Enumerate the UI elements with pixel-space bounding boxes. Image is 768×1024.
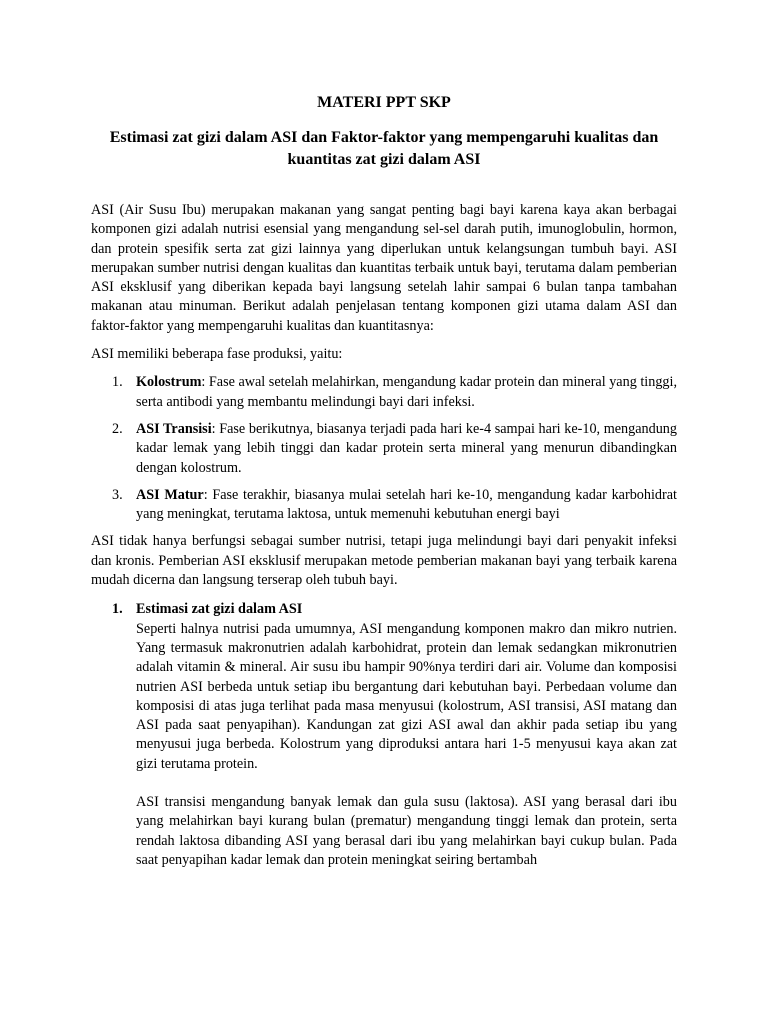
section-paragraph-1: Seperti halnya nutrisi pada umumnya, ASI mengandung komponen makro dan mikro nutrien. Yang termasuk makronutrien adalah karbohidrat, protein dan lemak sedangkan mikronutrien adalah vitamin & mineral. Air susu ibu hampir 90%nya terdiri dari air. Volume dan komposisi nutrien ASI berbeda untuk setiap ibu bergantung dari kebutuhan bayi. Perbedaan volume dan komposisi di atas juga terlihat pada masa menyusui (kolostrum, ASI transisi, ASI matang dan ASI pada saat penyapihan). Kandungan zat gizi ASI awal dan akhir pada setiap ibu yang menyusui juga berbeda. Kolostrum yang diproduksi antara hari 1-5 menyusui kaya akan zat gizi terutama protein. [136,620,677,772]
section-estimasi [91,600,677,870]
phase-term: ASI Transisi [136,420,212,437]
list-item [91,420,677,478]
phase-list [91,373,677,524]
section-heading: Estimasi zat gizi dalam ASI [136,601,303,618]
list-number: 2. [112,420,123,437]
list-item [91,486,677,525]
after-phases-paragraph: ASI tidak hanya berfungsi sebagai sumber nutrisi, tetapi juga melindungi bayi dari penyakit infeksi dan kronis. Pemberian ASI eksklusif merupakan metode pemberian makanan bayi yang terbaik karena mudah dicerna dan langsung terserap oleh tubuh bayi. [91,533,677,589]
section-number: 1. [112,601,123,618]
section-paragraph-2: ASI transisi mengandung banyak lemak dan gula susu (laktosa). ASI yang berasal dari ibu yang melahirkan bayi kurang bulan (prematur) mengandung tinggi lemak dan protein, serta rendah laktosa dibanding ASI yang berasal dari ibu yang melahirkan bayi cukup bulan. Pada saat penyapihan kadar lemak dan protein meningkat seiring bertambah [136,794,677,868]
phase-description: : Fase berikutnya, biasanya terjadi pada hari ke-4 sampai hari ke-10, mengandung kadar lemak yang lebih tinggi dan kadar protein serta mineral yang menurun dibandingkan dengan kolostrum. [136,420,677,476]
phase-term: Kolostrum [136,374,202,391]
phase-intro-paragraph: ASI memiliki beberapa fase produksi, yaitu: [91,346,343,363]
document-subtitle: Estimasi zat gizi dalam ASI dan Faktor-faktor yang mempengaruhi kualitas dan kuantitas zat gizi dalam ASI [109,129,659,168]
phase-description: : Fase awal setelah melahirkan, mengandung kadar protein dan mineral yang tinggi, serta antibodi yang membantu melindungi bayi dari infeksi. [136,374,677,410]
document-body [91,92,677,870]
list-number: 1. [112,374,123,391]
intro-paragraph: ASI (Air Susu Ibu) merupakan makanan yang sangat penting bagi bayi karena kaya akan berbagai komponen gizi adalah nutrisi esensial yang mengandung sel-sel darah putih, imunoglobulin, hormon, dan protein spesifik serta zat gizi lainnya yang diperlukan untuk kelangsungan tumbuh bayi. ASI merupakan sumber nutrisi dengan kualitas dan kuantitas terbaik untuk bayi, terutama dalam pemberian ASI eksklusif yang diberikan kepada bayi langsung setelah lahir sampai 6 bulan tanpa tambahan makanan atau minuman. Berikut adalah penjelasan tentang komponen gizi utama dalam ASI dan faktor-faktor yang mempengaruhi kualitas dan kuantitasnya: [91,202,677,334]
phase-term: ASI Matur [136,486,204,503]
list-number: 3. [112,486,123,503]
phase-description: : Fase terakhir, biasanya mulai setelah hari ke-10, mengandung kadar karbohidrat yang meningkat, terutama laktosa, untuk memenuhi kebutuhan energi bayi [136,486,677,523]
list-item [91,373,677,412]
document-title: MATERI PPT SKP [317,94,451,111]
